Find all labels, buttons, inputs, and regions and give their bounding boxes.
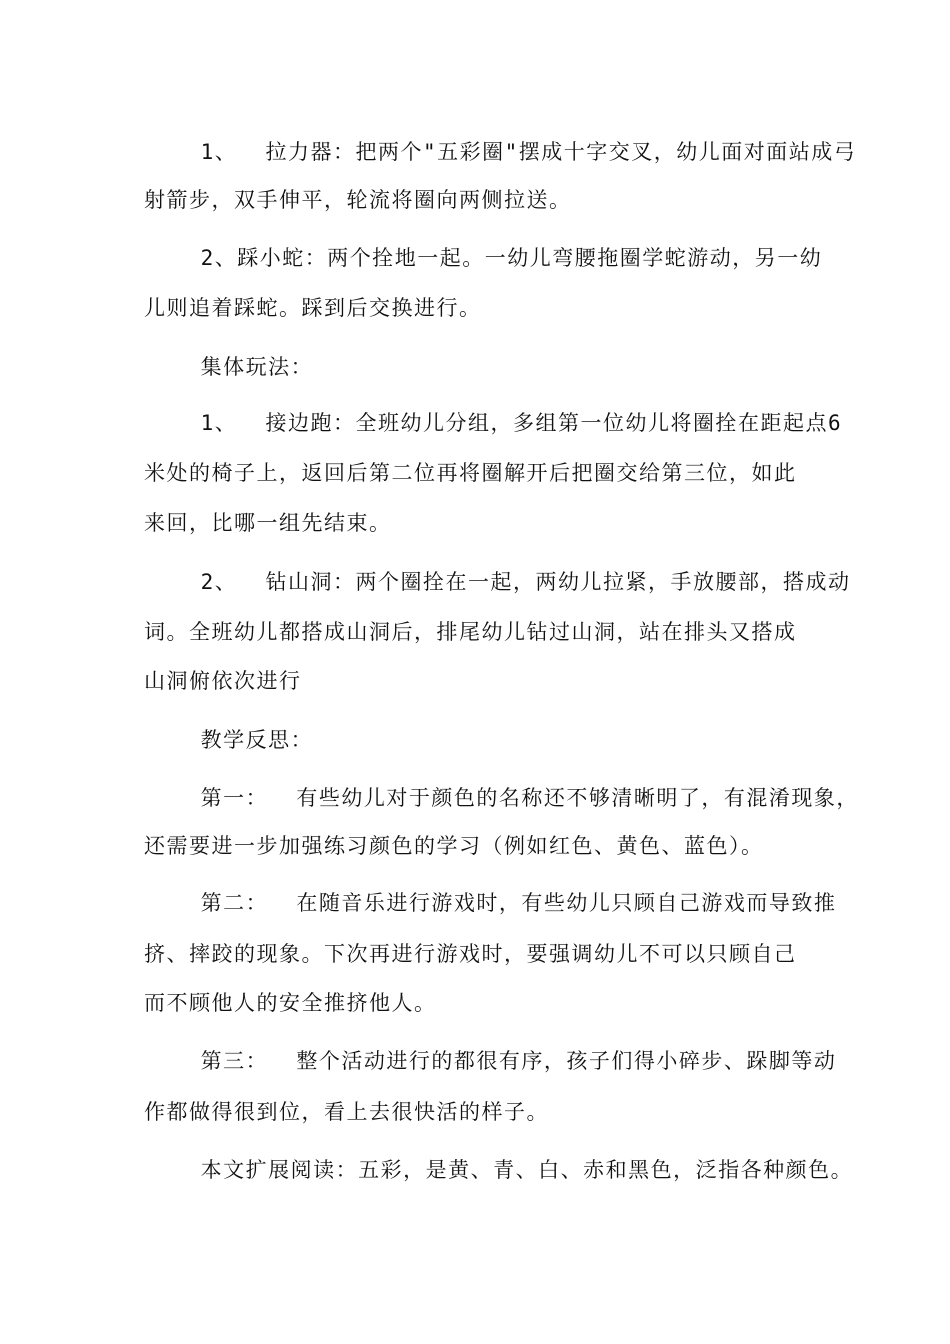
- text-line: 1、 拉力器：把两个"五彩圈"摆成十字交叉，幼儿面对面站成弓: [144, 140, 857, 164]
- text-line: 儿则追着踩蛇。踩到后交换进行。: [144, 296, 482, 320]
- text-line: 第三： 整个活动进行的都很有序，孩子们得小碎步、跺脚等动: [144, 1049, 837, 1073]
- text-line: 第一： 有些幼儿对于颜色的名称还不够清晰明了，有混淆现象，: [144, 786, 859, 810]
- text-line: 1、 接边跑：全班幼儿分组，多组第一位幼儿将圈拴在距起点6: [144, 411, 843, 435]
- text-line: 而不顾他人的安全推挤他人。: [144, 991, 437, 1015]
- text-line: 山洞俯依次进行: [144, 669, 302, 693]
- text-line: 词。全班幼儿都搭成山洞后，排尾幼儿钻过山洞，站在排头又搭成: [144, 620, 797, 644]
- section-heading: 教学反思：: [144, 728, 314, 752]
- text-line: 作都做得很到位，看上去很快活的样子。: [144, 1100, 549, 1124]
- text-line: 第二： 在随音乐进行游戏时，有些幼儿只顾自己游戏而导致推: [144, 891, 837, 915]
- text-line: 2、踩小蛇：两个拴地一起。一幼儿弯腰拖圈学蛇游动，另一幼: [144, 246, 823, 270]
- text-line: 米处的椅子上，返回后第二位再将圈解开后把圈交给第三位，如此: [144, 461, 797, 485]
- text-line: 挤、摔跤的现象。下次再进行游戏时，要强调幼儿不可以只顾自己: [144, 942, 797, 966]
- section-heading: 集体玩法：: [144, 355, 314, 379]
- text-line: 射箭步，双手伸平，轮流将圈向两侧拉送。: [144, 188, 572, 212]
- text-line: 来回，比哪一组先结束。: [144, 511, 392, 535]
- text-line: 还需要进一步加强练习颜色的学习（例如红色、黄色、蓝色）。: [144, 834, 764, 858]
- text-line: 本文扩展阅读：五彩，是黄、青、白、赤和黑色，泛指各种颜色。: [144, 1158, 854, 1182]
- text-line: 2、 钻山洞：两个圈拴在一起，两幼儿拉紧，手放腰部，搭成动: [144, 570, 851, 594]
